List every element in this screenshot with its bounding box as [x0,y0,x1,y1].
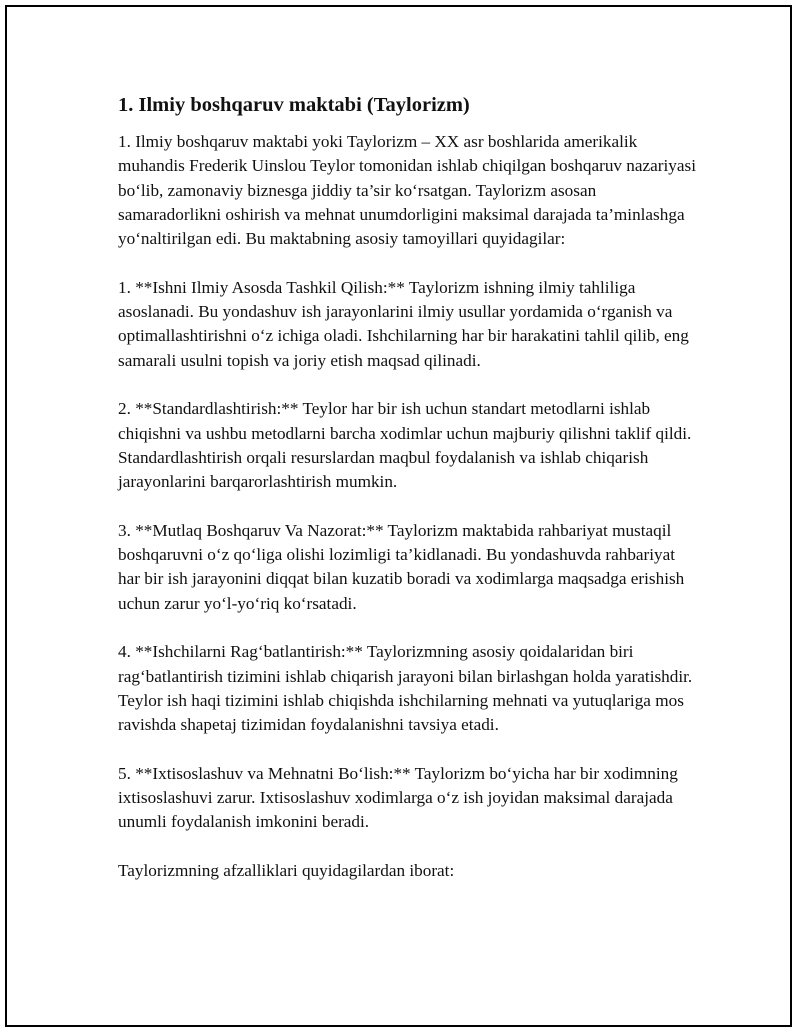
advantages-heading-paragraph: Taylorizmning afzalliklari quyidagilardan iborat: [118,860,455,880]
principle-paragraph-5: 5. **Ixtisoslashuv va Mehnatni Bo‘lish:** Taylorizm bo‘yicha har bir xodimning ixtisoslashuvi zarur. Ixtisoslashuv xodimlarga o‘z ish joyidan maksimal darajada unumli foydalanish imkonini beradi. [118,763,678,832]
principle-paragraph-4: 4. **Ishchilarni Rag‘batlantirish:** Taylorizmning asosiy qoidalaridan biri rag‘batlantirish tizimini ishlab chiqarish jarayoni bilan birlashgan holda yaratishdir. Teylor ish haqi tizimini ishlab chiqishda ishchilarning mehnati va yutuqlariga mos ravishda shapetaj tizimidan foydalanishni tavsiya etadi. [118,642,693,735]
intro-paragraph: 1. Ilmiy boshqaruv maktabi yoki Taylorizm – XX asr boshlarida amerikalik muhandis Frederik Uinslou Teylor tomonidan ishlab chiqilgan boshqaruv nazariyasi bo‘lib, zamonaviy biznesga jiddiy ta’sir ko‘rsatgan. Taylorizm asosan samaradorlikni oshirish va mehnat unumdorligini maksimal darajada ta’minlashga yo‘naltirilgan edi. Bu maktabning asosiy tamoyillari quyidagilar: [118,132,696,249]
principle-paragraph-2: 2. **Standardlashtirish:** Teylor har bir ish uchun standart metodlarni ishlab chiqishni va ushbu metodlarni barcha xodimlar uchun majburiy qilishni taklif qildi. Standardlashtirish orqali resurslardan maqbul foydalanish va ishlab chiqarish jarayonlarini barqarorlashtirish mumkin. [118,399,692,492]
principle-paragraph-1: 1. **Ishni Ilmiy Asosda Tashkil Qilish:** Taylorizm ishning ilmiy tahliliga asoslanadi. Bu yondashuv ish jarayonlarini ilmiy usullar yordamida o‘rganish va optimallashtirishni o‘z ichiga oladi. Ishchilarning har bir harakatini tahlil qilib, eng samarali usulni topish va joriy etish maqsad qilinadi. [118,277,689,370]
document-body [118,92,698,908]
document-title: 1. Ilmiy boshqaruv maktabi (Taylorizm) [118,94,470,116]
principle-paragraph-3: 3. **Mutlaq Boshqaruv Va Nazorat:** Taylorizm maktabida rahbariyat mustaqil boshqaruvni o‘z qo‘liga olishi lozimligi ta’kidlanadi. Bu yondashuvda rahbariyat har bir ish jarayonini diqqat bilan kuzatib boradi va xodimlarga maqsadga erishish uchun zarur yo‘l-yo‘riq ko‘rsatadi. [118,520,685,613]
